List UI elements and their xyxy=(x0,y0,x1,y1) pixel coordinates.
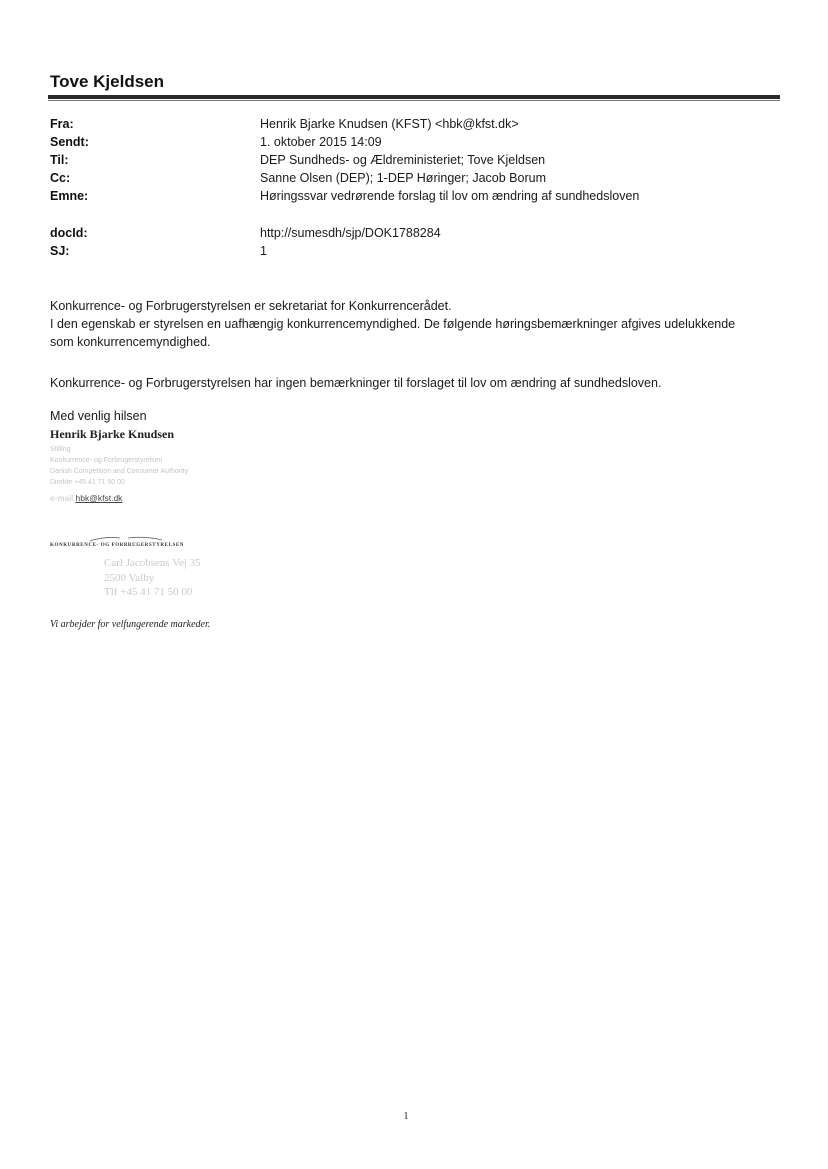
header-label: Sendt: xyxy=(50,135,89,149)
signature-name: Henrik Bjarke Knudsen xyxy=(50,427,175,441)
meta-value: 1 xyxy=(260,244,267,258)
header-label: Til: xyxy=(50,153,69,167)
mailbox-owner-name: Tove Kjeldsen xyxy=(50,72,164,91)
header-value: Høringssvar vedrørende forslag til lov om ændring af sundhedsloven xyxy=(260,189,640,203)
signature-title: Stilling xyxy=(50,446,71,453)
org-logo xyxy=(50,535,210,555)
body-paragraph-1 xyxy=(50,297,750,351)
meta-label: SJ: xyxy=(50,244,70,258)
body-line: Konkurrence- og Forbrugerstyrelsen har ingen bemærkninger til forslaget til lov om ændring af sundhedsloven. xyxy=(50,376,662,390)
meta-label: docId: xyxy=(50,226,88,240)
org-logo-text: KONKURRENCE- OG FORBRUGERSTYRELSEN xyxy=(50,543,185,548)
signature-org-en: Danish Competition and Consumer Authority xyxy=(50,468,189,475)
header-value: Henrik Bjarke Knudsen (KFST) <hbk@kfst.dk> xyxy=(260,117,519,131)
body-paragraph-2 xyxy=(50,374,750,392)
signature-tagline: Vi arbejder for velfungerende markeder. xyxy=(50,619,211,630)
header-label: Emne: xyxy=(50,189,89,203)
header-value: Sanne Olsen (DEP); 1-DEP Høringer; Jacob Borum xyxy=(260,171,546,185)
header-value: 1. oktober 2015 14:09 xyxy=(260,135,382,149)
email-prefix: e-mail xyxy=(50,493,74,503)
body-line: Konkurrence- og Forbrugerstyrelsen er sekretariat for Konkurrencerådet. xyxy=(50,299,452,313)
signature-email-line xyxy=(50,493,122,503)
address-city: 2500 Valby xyxy=(104,572,155,584)
meta-value: http://sumesdh/sjp/DOK1788284 xyxy=(260,226,441,240)
header-label: Fra: xyxy=(50,117,74,131)
header-rule-thin xyxy=(48,100,780,101)
address-phone: Tlf +45 41 71 50 00 xyxy=(104,586,193,598)
address-street: Carl Jacobsens Vej 35 xyxy=(104,557,201,569)
header-label: Cc: xyxy=(50,171,71,185)
header-value: DEP Sundheds- og Ældreministeriet; Tove Kjeldsen xyxy=(260,153,546,167)
signature-org-da: Konkurrence- og Forbrugerstyrelsen xyxy=(50,457,163,464)
body-line: I den egenskab er styrelsen en uafhængig konkurrencemyndighed. De følgende høringsbemærkninger afgives udelukkende som konkurrencemyndighed. xyxy=(50,317,736,349)
logo-swoosh-icon xyxy=(50,535,210,543)
signature-greeting: Med venlig hilsen xyxy=(50,409,147,423)
header-rule-thick xyxy=(48,95,780,99)
page-number: 1 xyxy=(403,1111,409,1122)
email-link[interactable]: hbk@kfst.dk xyxy=(75,493,123,503)
signature-phone: Direkte +45 41 71 50 00 xyxy=(50,479,125,486)
